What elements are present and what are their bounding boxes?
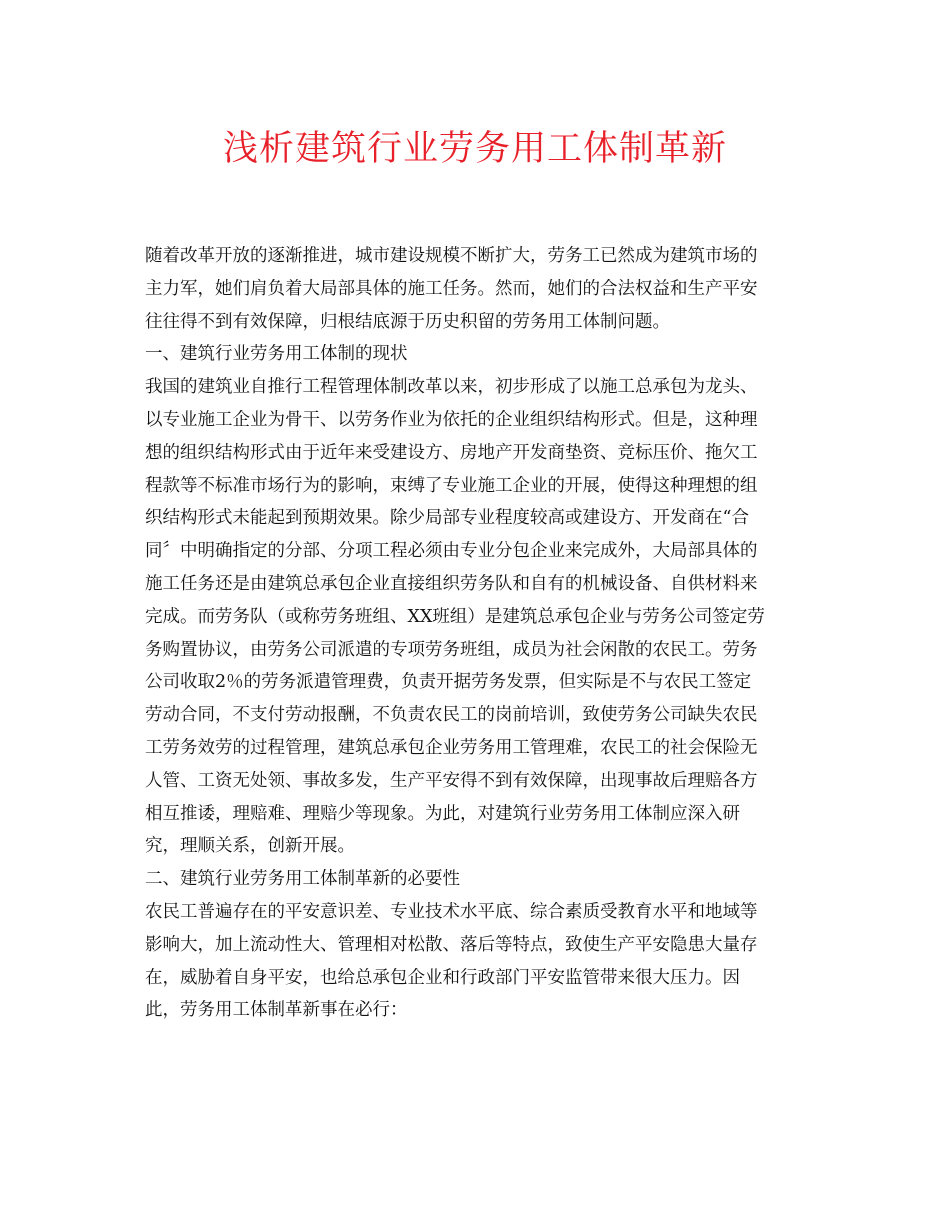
text-line: 人管、工资无处领、事故多发，生产平安得不到有效保障，出现事故后理赔各方: [145, 770, 758, 791]
text-line: 究，理顺关系，创新开展。: [145, 836, 355, 857]
text-line: 此，劳务用工体制革新事在必行：: [145, 1000, 408, 1021]
text-line: 工劳务效劳的过程管理，建筑总承包企业劳务用工管理难，农民工的社会保险无: [145, 737, 758, 758]
text-line: 农民工普遍存在的平安意识差、专业技术水平底、综合素质受教育水平和地域等: [145, 901, 758, 922]
text-line: 影响大，加上流动性大、管理相对松散、落后等特点，致使生产平安隐患大量存: [145, 934, 758, 955]
text-line: 完成。而劳务队（或称劳务班组、XX班组）是建筑总承包企业与劳务公司签定劳: [145, 606, 765, 627]
text-line: 随着改革开放的逐渐推进，城市建设规模不断扩大，劳务工已然成为建筑市场的: [145, 246, 758, 266]
document-title: 浅析建筑行业劳务用工体制革新: [222, 129, 727, 169]
section-heading-1: 一、建筑行业劳务用工体制的现状: [145, 344, 408, 365]
text-line: 公司收取2％的劳务派遣管理费，负责开据劳务发票，但实际是不与农民工签定: [145, 672, 752, 693]
text-line: 程款等不标准市场行为的影响，束缚了专业施工企业的开展，使得这种理想的组: [145, 475, 758, 496]
text-line: 我国的建筑业自推行工程管理体制改革以来，初步形成了以施工总承包为龙头、: [145, 377, 758, 398]
text-line: 劳动合同，不支付劳动报酬，不负责农民工的岗前培训，致使劳务公司缺失农民: [145, 705, 758, 726]
text-line: 同〞中明确指定的分部、分项工程必须由专业分包企业来完成外，大局部具体的: [145, 541, 758, 562]
text-line: 往往得不到有效保障，归根结底源于历史积留的劳务用工体制问题。: [145, 311, 670, 332]
text-line: 相互推诿，理赔难、理赔少等现象。为此，对建筑行业劳务用工体制应深入研: [145, 803, 740, 824]
text-line: 在，威胁着自身平安，也给总承包企业和行政部门平安监管带来很大压力。因: [145, 967, 740, 988]
text-line: 织结构形式未能起到预期效果。除少局部专业程度较高或建设方、开发商在“合: [145, 508, 749, 529]
text-line: 施工任务还是由建筑总承包企业直接组织劳务队和自有的机械设备、自供材料来: [145, 573, 758, 594]
text-line: 以专业施工企业为骨干、以劳务作业为依托的企业组织结构形式。但是，这种理: [145, 409, 758, 430]
text-line: 想的组织结构形式由于近年来受建设方、房地产开发商垫资、竞标压价、拖欠工: [145, 442, 758, 463]
text-line: 务购置协议，由劳务公司派遣的专项劳务班组，成员为社会闲散的农民工。劳务: [145, 639, 758, 660]
text-line: 主力军，她们肩负着大局部具体的施工任务。然而，她们的合法权益和生产平安: [145, 278, 758, 299]
section-heading-2: 二、建筑行业劳务用工体制革新的必要性: [145, 869, 460, 890]
document-body: [145, 240, 805, 1027]
